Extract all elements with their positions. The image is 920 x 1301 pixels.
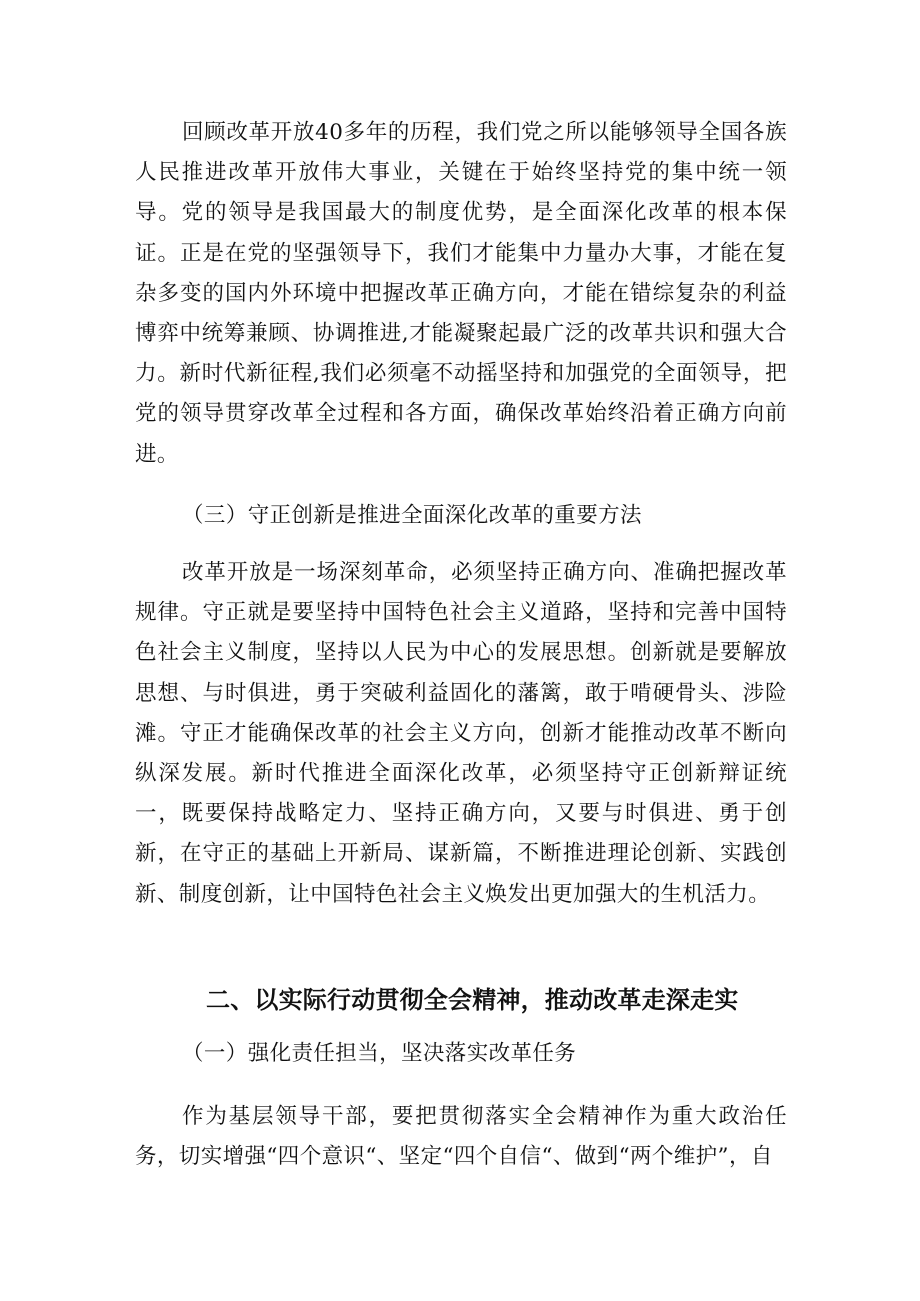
body-paragraph: 改革开放是一场深刻革命，必须坚持正确方向、准确把握改革规律。守正就是要坚持中国特色社会主义道路，坚持和完善中国特色社会主义制度，坚持以人民为中心的发展思想。创新就是要解放思想、与时俱进，勇于突破利益固化的藩篱，敢于啃硬骨头、涉险滩。守正才能确保改革的社会主义方向，创新才能推动改革不断向纵深发展。新时代推进全面深化改革，必须坚持守正创新辩证统一，既要保持战略定力、坚持正确方向，又要与时俱进、勇于创新，在守正的基础上开新局、谋新篇，不断推进理论创新、实践创新、制度创新，让中国特色社会主义焕发出更加强大的生机活力。 [135, 560, 787, 907]
body-paragraph: 作为基层领导干部，要把贯彻落实全会精神作为重大政治任务，切实增强“四个意识“、坚定“四个自信“、做到“两个维护”，自 [135, 1104, 787, 1170]
subheading: （一）强化责任担当，坚决落实改革任务 [182, 1041, 577, 1066]
body-paragraph: 回顾改革开放40多年的历程，我们党之所以能够领导全国各族人民推进改革开放伟大事业，关键在于始终坚持党的集中统一领导。党的领导是我国最大的制度优势，是全面深化改革的根本保证。正是在党的坚强领导下，我们才能集中力量办大事，才能在复杂多变的国内外环境中把握改革正确方向，才能在错综复杂的利益博弈中统筹兼顾、协调推进,才能凝聚起最广泛的改革共识和强大合力。新时代新征程,我们必须毫不动摇坚持和加强党的全面领导，把党的领导贯穿改革全过程和各方面，确保改革始终沿着正确方向前进。 [135, 120, 787, 467]
section-heading: 二、以实际行动贯彻全会精神，推动改革走深走实 [206, 986, 739, 1014]
subheading: （三）守正创新是推进全面深化改革的重要方法 [182, 503, 642, 528]
